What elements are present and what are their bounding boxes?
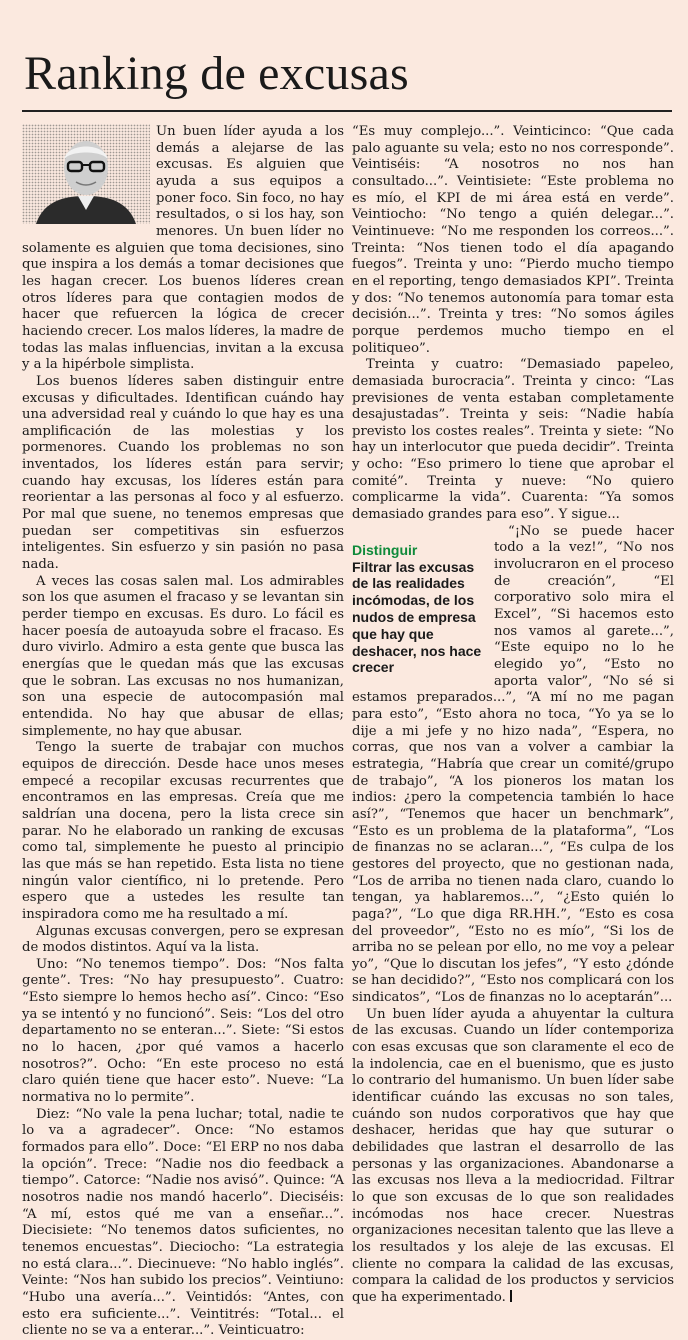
article-column-right <box>352 124 674 1305</box>
paragraph: Uno: “No tenemos tiempo”. Dos: “Nos falta gente”. Tres: “No hay presupuesto”. Cuatro: “Esto siempre lo hemos hecho así”. Cinco: “Eso ya se intentó y no funcionó”. Seis: “Los del otro departamento no se enteran...”. Siete: “Si estos no lo hacen, ¿por qué vamos a hacerlo nosotros?”. Ocho: “En este proceso no está claro quién tiene que hacer esto”. Nueve: “La normativa no lo permite”. <box>22 956 344 1106</box>
article-title: Ranking de excusas <box>24 47 409 100</box>
paragraph: Treinta y cuatro: “Demasiado papeleo, demasiada burocracia”. Treinta y cinco: “Las previsiones de venta estaban completamente desajustadas”. Treinta y seis: “Nadie había previsto los costes reales”. Treinta y siete: “No hay un interlocutor que pueda decidir”. Treinta y ocho: “Eso primero lo tiene que aprobar el comité”. Treinta y nueve: “No quiero complicarme la vida”. Cuarenta: “Ya somos demasiado grandes para eso”. Y sigue... <box>352 357 674 523</box>
end-mark <box>510 1290 512 1302</box>
paragraph: Algunas excusas convergen, pero se expresan de modos distintos. Aquí va la lista. <box>22 923 344 956</box>
author-photo <box>22 124 150 224</box>
paragraph: Diez: “No vale la pena luchar; total, nadie te lo va a agradecer”. Once: “No estamos formados para ello”. Doce: “El ERP no nos daba la opción”. Trece: “Nadie nos dio feedback a tiempo”. Catorce: “Nadie nos avisó”. Quince: “A nosotros nadie nos mandó hacerlo”. Dieciséis: “A mí, estos qué me van a enseñar...”. Diecisiete: “No tenemos datos suficientes, no tenemos encuestas”. Dieciocho: “La estrategia no está clara...”. Diecinueve: “No hablo inglés”. Veinte: “Nos han subido los precios”. Veintiuno: “Hubo una avería...”. Veintidós: “Antes, con esto era suficiente...”. Veintitrés: “Total... el cliente no se va a enterar...”. Veinticuatro: <box>22 1106 344 1339</box>
pull-quote <box>352 542 486 676</box>
closing-text: Un buen líder ayuda a ahuyentar la cultura de las excusas. Cuando un líder contemporiza con esas excusas que son claramente el eco de la indolencia, cae en el buenismo, que es justo lo contrario del humanismo. Un buen líder sabe identificar cuándo las excusas no son tales, cuándo son nudos corporativos que hay que deshacer, heridas que hay que suturar o debilidades que lastran el desarrollo de las personas y las organizaciones. Abandonarse a las excusas nos lleva a la mediocridad. Filtrar lo que son excusas de lo que son realidades incómodas nos hace crecer. Nuestras organizaciones necesitan talento que las lleve a los resultados y los aleje de las excusas. El cliente no compara la calidad de las excusas, compara la calidad de los productos y servicios que ha experimentado. <box>352 1006 674 1305</box>
paragraph: “Es muy complejo...”. Veinticinco: “Que cada palo aguante su vela; esto no nos corresponde”. Veintiséis: “A nosotros no nos han consultado...”. Veintisiete: “Este problema no es mío, el KPI de mi área está en verde”. Veintiocho: “No tengo a quién delegar...”. Veintinueve: “No me responden los correos...”. Treinta: “Nos tienen todo el día apagando fuegos”. Treinta y uno: “Pierdo mucho tiempo en el reporting, tengo demasiados KPI”. Treinta y dos: “No tenemos autonomía para tomar esta decisión...”. Treinta y tres: “No somos ágiles porque perdemos mucho tiempo en el politiqueo”. <box>352 124 674 356</box>
article-column-left <box>22 124 344 1339</box>
paragraph: Los buenos líderes saben distinguir entre excusas y dificultades. Identifican cuándo hay una adversidad real y cuándo lo que hay es una amplificación de las molestias y los pormenores. Cuando los problemas no son inventados, los líderes están para servir; cuando hay excusas, los líderes están para reorientar a las personas al foco y al esfuerzo. Por mal que suene, no tenemos empresas que puedan ser competitivas sin esfuerzos inteligentes. Sin esfuerzo y sin pasión no pasa nada. <box>22 373 344 573</box>
paragraph: Tengo la suerte de trabajar con muchos equipos de dirección. Desde hace unos meses empecé a recopilar excusas recurrentes que encontramos en las empresas. Creía que me saldrían una docena, pero la lista crece sin parar. No he elaborado un ranking de excusas como tal, simplemente he puesto al principio las que más se han repetido. Esta lista no tiene ningún valor científico, ni lo pretende. Pero espero que a ustedes les resulte tan inspiradora como me ha resultado a mí. <box>22 740 344 922</box>
paragraph: “¡No se puede hacer todo a la vez!”, “No nos involucraron en el proceso de creación”, “El corporativo solo mira el Excel”, “Si hacemos esto nos vamos al garete...”, “Este equipo no lo he elegido yo”, “Esto no aporta valor”, “No sé si estamos preparados...”, “A mí no me pagan para esto”, “Esto ahora no toca, “Yo ya se lo dije a mi jefe y no hizo nada”, “Espera, no corras, que nos van a volver a cambiar la estrategia, “Habría que crear un comité/grupo de trabajo”, “A los pioneros los matan los indios: ¿pero la competencia también lo hace así?”, “Tenemos que hacer un benchmark”, “Esto es un problema de la plataforma”, “Los de finanzas no se aclaran...”, “Es culpa de los gestores del proyecto, que no gestionan nada, “Los de arriba no tienen nada claro, cuando lo tengan, ya hablaremos...”, “¿Esto quién lo paga?”, “Lo que diga RR.HH.”, “Esto es cosa del proveedor”, “Esto no es mío”, “Si los de arriba no se pelean por ello, no me voy a pelear yo”, “Que lo discutan los jefes”, “Y esto ¿dónde se han decidido?”, “Esto nos complicará con los sindicatos”, “Los de finanzas no lo aceptarán”... <box>352 523 674 1006</box>
pull-quote-kicker: Distinguir <box>352 541 418 558</box>
pull-quote-text: Filtrar las excusas de las realidades incómodas, de los nudos de empresa que hay que deshacer, nos hace crecer <box>352 558 482 676</box>
paragraph: A veces las cosas salen mal. Los admirables son los que asumen el fracaso y se levantan sin perder tiempo en excusas. Es duro. Lo fácil es hacer poesía de autoayuda sobre el fracaso. Es duro vivirlo. Admiro a esta gente que busca las energías que le quedan más que las excusas que le sobran. Las excusas no nos humanizan, son una especie de autocompasión mal entendida. No hay que abusar de ellas; simplemente, no hay que abusar. <box>22 573 344 739</box>
paragraph <box>352 1007 674 1307</box>
title-rule <box>22 110 672 112</box>
paragraph: Un buen líder ayuda a los demás a alejarse de las excusas. Es alguien que ayuda a sus equipos a poner foco. Sin foco, no hay resultados, o si los hay, son menores. Un buen líder no solamente es alguien que toma decisiones, sino que inspira a los demás a tomar decisiones que les hagan crecer. Los buenos líderes crean otros líderes para que contagien modos de hacer que refuercen la lógica de crecer haciendo crecer. Los malos líderes, la madre de todas las malas influencias, invitan a la excusa y a la hipérbole simplista. <box>22 124 344 373</box>
